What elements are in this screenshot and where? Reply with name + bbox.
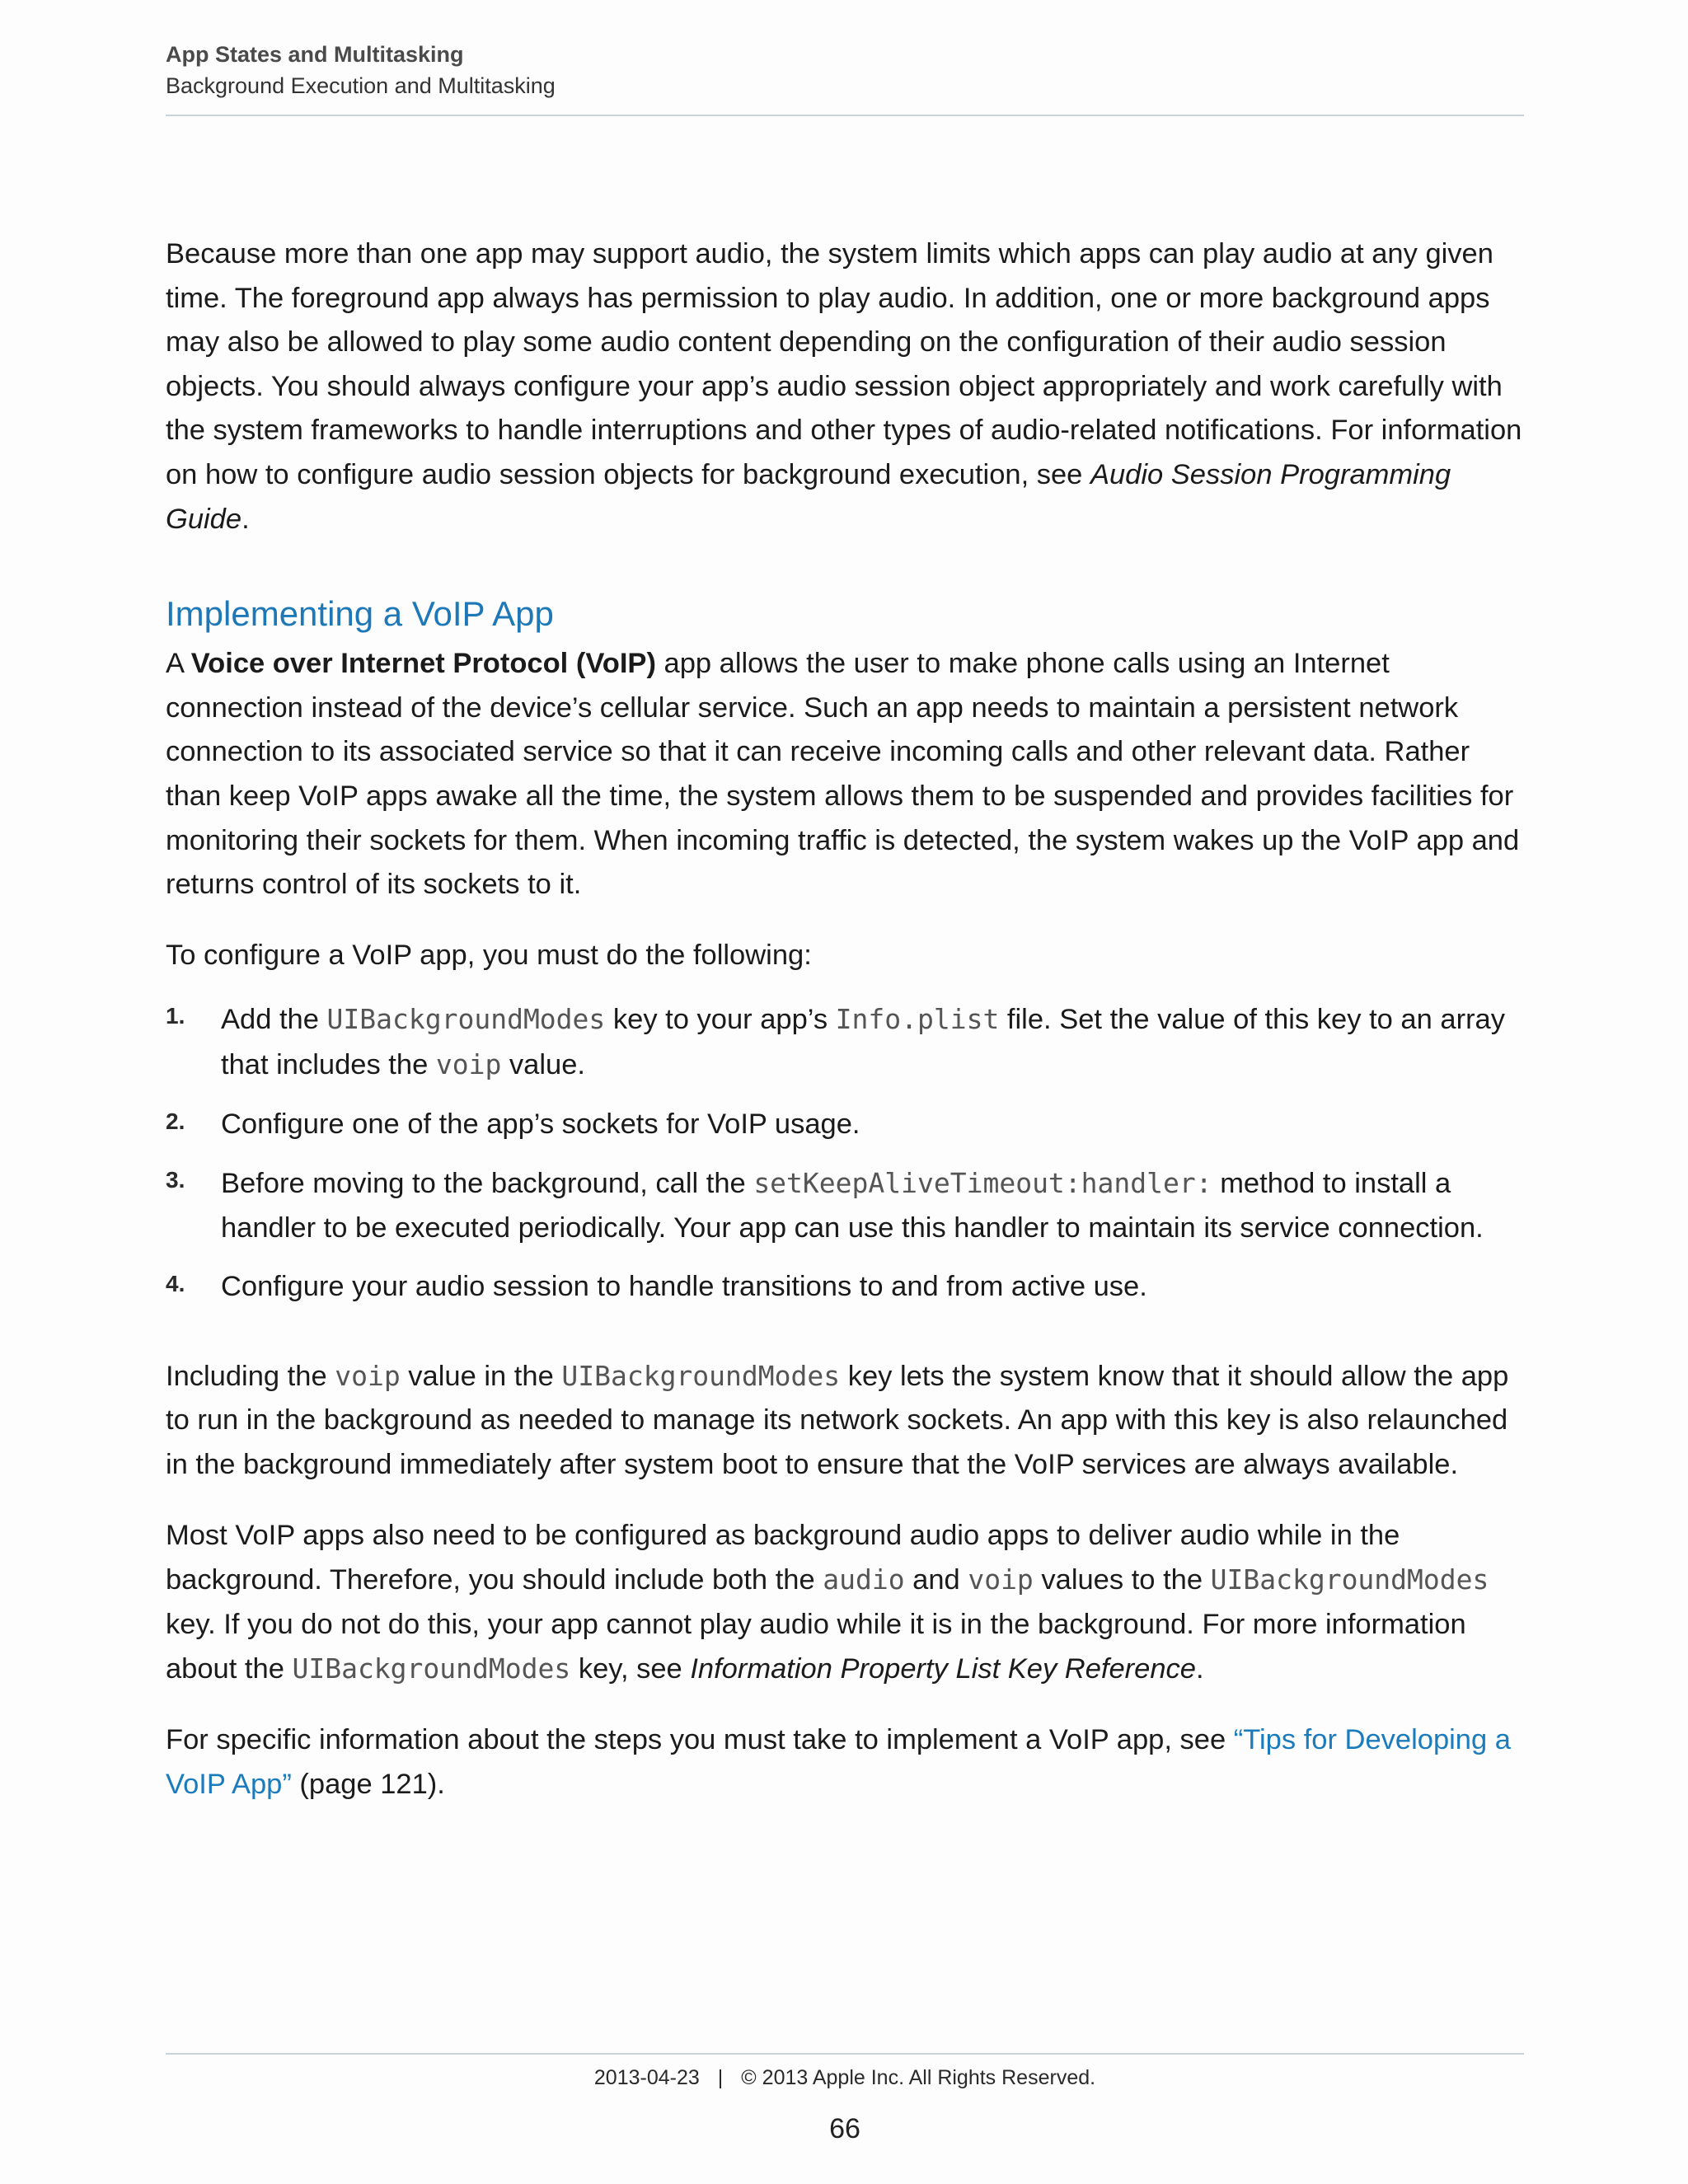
list-item [166,1161,1524,1250]
footer-divider [166,2053,1524,2055]
p1-rest: app allows the user to make phone calls using an Internet connection instead of the device’s cellular service. Such an app needs to maintain a persistent network connection to its associated service so that it can receive incoming calls and other relevant data. Rather than keep VoIP apps awake all the time, the system allows them to be suspended and provides facilities for monitoring their sockets for them. When incoming traffic is detected, the system wakes up the VoIP app and returns control of its sockets to it. [166,648,1520,901]
p4-text: . [1195,1653,1204,1685]
footer [166,2066,1524,2090]
p5-text: (page 121). [291,1768,445,1800]
header-chapter-title: App States and Multitasking [166,42,464,67]
tips-voip-link[interactable]: “Tips for Developing a VoIP App” [166,1724,1511,1800]
section-heading: Implementing a VoIP App [166,594,554,634]
p3-text: key lets the system know that it should allow the app to run in the background as needed to manage its network sockets. An app with this key is also relaunched in the background immediately after system boot to ensure that the VoIP services are always available. [166,1360,1509,1481]
code-uibackgroundmodes: UIBackgroundModes [1210,1563,1489,1596]
intro-paragraph [166,232,1524,541]
p3-text: Including the [166,1360,335,1392]
header-divider [166,115,1524,116]
p1-start: A [166,648,191,680]
intro-end: . [241,503,250,535]
page-number: 66 [829,2113,860,2144]
p4-text: and [904,1564,968,1596]
p4-text: Most VoIP apps also need to be configured as background audio apps to deliver audio while in the background. Therefore, you should include both the [166,1519,1400,1596]
code-voip: voip [968,1563,1034,1596]
p3-text: value in the [400,1360,562,1392]
running-header [166,40,1524,102]
footer-copyright: © 2013 Apple Inc. All Rights Reserved. [741,2066,1096,2089]
code-setkeepalivetimeout: setKeepAliveTimeout:handler: [753,1167,1212,1200]
footer-date: 2013-04-23 [593,2066,700,2089]
code-voip: voip [335,1359,401,1392]
step-text: file. Set the value of this key to an array that includes the [221,1004,1505,1080]
tips-paragraph [166,1718,1524,1807]
intro-text: Because more than one app may support audio, the system limits which apps can play audio at any given time. The foreground app always has permission to play audio. In addition, one or more background apps may also be allowed to play some audio content depending on the configuration of their audio session objects. You should always configure your app’s audio session object appropriately and work carefully with the system frameworks to handle interruptions and other types of audio-related notifications. For information on how to configure audio session objects for background execution, see [166,238,1522,490]
step-text: Add the [221,1004,327,1036]
p4-text: key, see [570,1653,691,1685]
p4-text: values to the [1033,1564,1211,1596]
code-uibackgroundmodes: UIBackgroundModes [326,1003,606,1036]
header-section-title: Background Execution and Multitasking [166,73,556,98]
background-modes-paragraph [166,1354,1524,1488]
list-item [166,997,1524,1087]
configuration-steps-list [166,997,1524,1310]
list-item [166,1265,1524,1310]
voip-definition-paragraph [166,642,1524,907]
code-uibackgroundmodes: UIBackgroundModes [561,1359,841,1392]
configure-intro-paragraph: To configure a VoIP app, you must do the following: [166,939,812,971]
step-number: 2. [166,1108,185,1134]
code-voip: voip [435,1047,502,1080]
audio-apps-paragraph [166,1514,1524,1692]
voip-term: Voice over Internet Protocol (VoIP) [190,648,656,680]
list-item [166,1103,1524,1147]
code-uibackgroundmodes: UIBackgroundModes [292,1652,571,1685]
step-text: Configure your audio session to handle transitions to and from active use. [221,1271,1147,1303]
step-number: 3. [166,1167,185,1193]
code-audio: audio [823,1563,905,1596]
step-number: 4. [166,1271,185,1297]
step-text: value. [501,1048,585,1080]
step-number: 1. [166,1003,185,1029]
p4-text: key. If you do not do this, your app cannot play audio while it is in the background. For more information about the [166,1608,1466,1685]
page-body [166,232,1524,1807]
step-text: Before moving to the background, call the [221,1168,754,1200]
book-title-info-plist-reference: Information Property List Key Reference [690,1653,1196,1685]
p5-text: For specific information about the steps you must take to implement a VoIP app, see [166,1724,1234,1756]
book-title-audio-session: Audio Session Programming Guide [166,458,1451,535]
footer-separator: | [717,2066,724,2089]
step-text: Configure one of the app’s sockets for VoIP usage. [221,1108,860,1140]
step-text: method to install a handler to be executed periodically. Your app can use this handler to maintain its service connection. [221,1168,1484,1244]
code-info-plist: Info.plist [835,1003,1000,1036]
step-text: key to your app’s [605,1004,836,1036]
